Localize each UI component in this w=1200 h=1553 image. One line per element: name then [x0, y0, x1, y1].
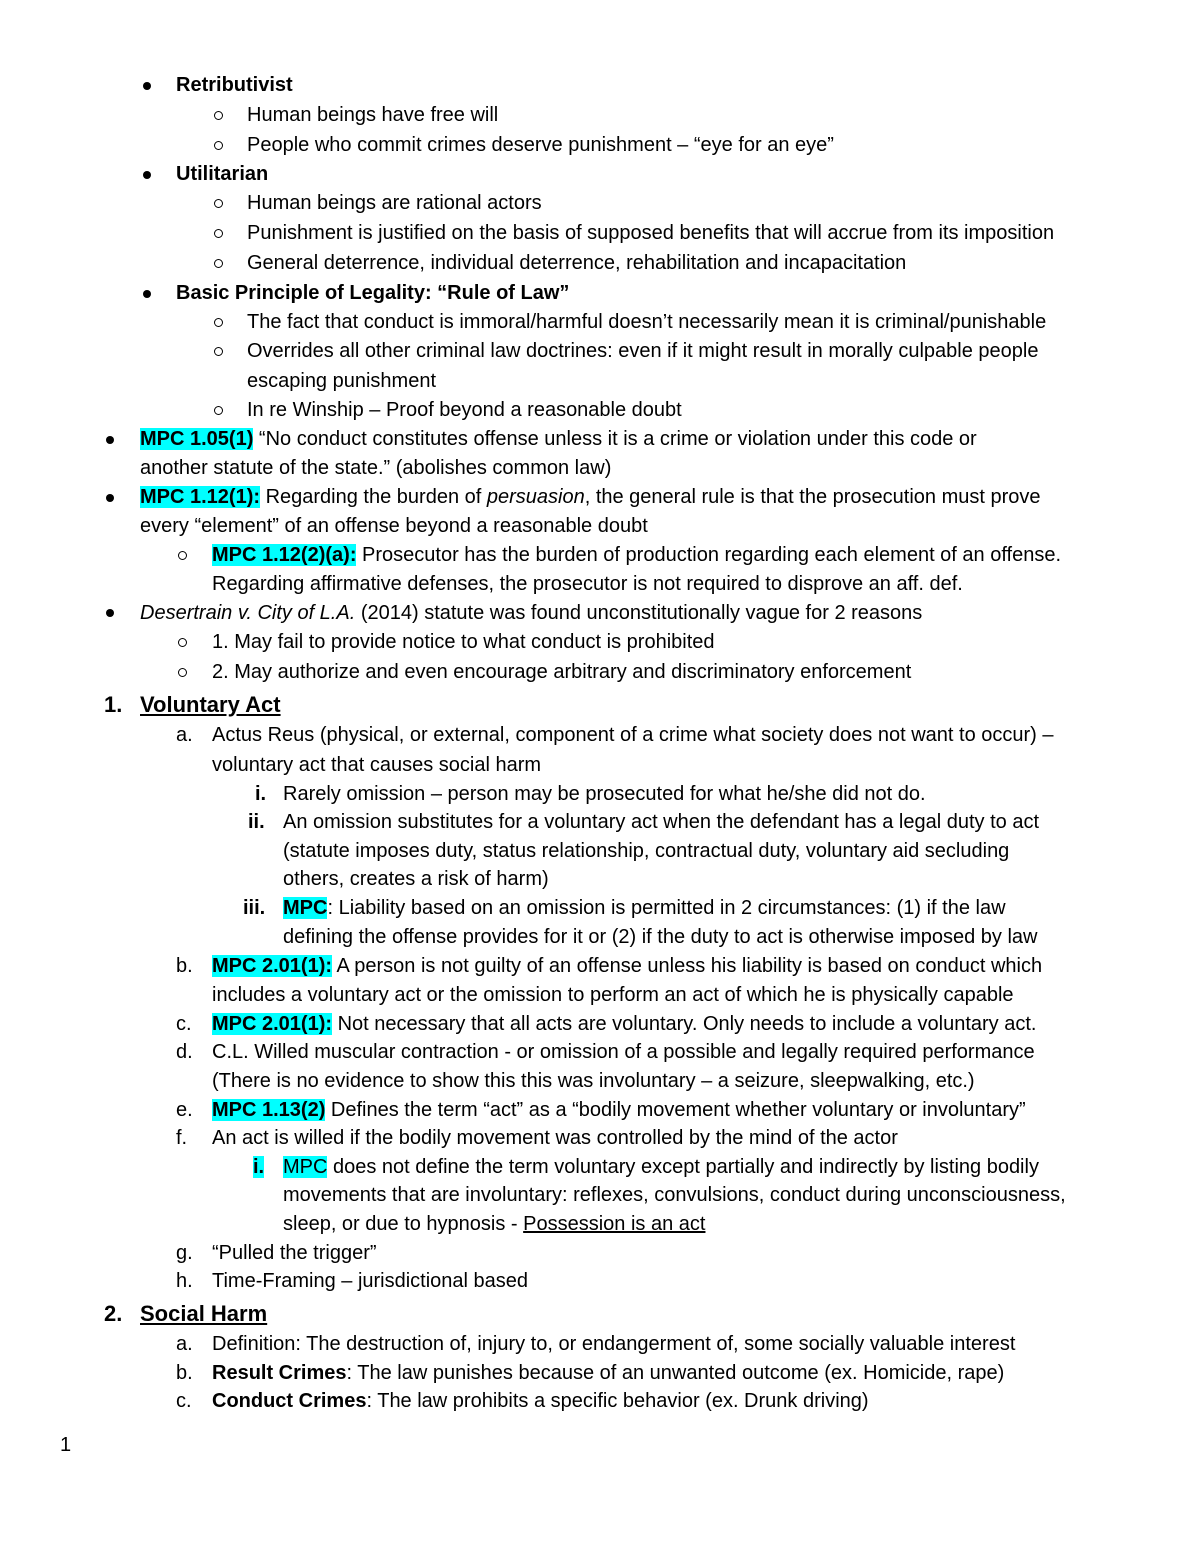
bullet — [106, 494, 114, 502]
mpc-tag: MPC 2.01(1): — [212, 955, 333, 977]
list-item: “Pulled the trigger” — [212, 1242, 377, 1264]
list-item-continued: (statute imposes duty, status relationship, contractual duty, voluntary aid secluding — [283, 840, 1010, 862]
mpc-tag: MPC — [283, 897, 328, 919]
bullet — [106, 609, 114, 617]
sub-bullet — [214, 406, 223, 415]
list-item-continued: movements that are involuntary: reflexes, convulsions, conduct during unconsciousness, — [283, 1184, 1066, 1206]
list-item: MPC 1.13(2) Defines the term “act” as a “bodily movement whether voluntary or involuntary” — [212, 1099, 1026, 1121]
list-marker: i. — [255, 783, 267, 805]
list-item: In re Winship – Proof beyond a reasonable doubt — [247, 399, 682, 421]
list-item-continued: defining the offense provides for it or (2) if the duty to act is otherwise imposed by law — [283, 926, 1038, 948]
list-item: MPC does not define the term voluntary except partially and indirectly by listing bodily — [283, 1156, 1039, 1178]
list-item: Conduct Crimes: The law prohibits a specific behavior (ex. Drunk driving) — [212, 1390, 869, 1412]
case-name: Desertrain v. City of L.A. — [140, 602, 356, 624]
list-item: Overrides all other criminal law doctrines: even if it might result in morally culpable people — [247, 340, 1039, 362]
mpc-tag: MPC 1.12(1): — [140, 486, 261, 508]
heading-retributivist: Retributivist — [176, 74, 293, 96]
list-item: Punishment is justified on the basis of supposed benefits that will accrue from its imposition — [247, 222, 1055, 244]
list-item: Rarely omission – person may be prosecuted for what he/she did not do. — [283, 783, 926, 805]
list-marker: a. — [176, 1333, 193, 1355]
sub-bullet — [214, 318, 223, 327]
list-item: 1. May fail to provide notice to what conduct is prohibited — [212, 631, 715, 653]
mpc-tag: MPC 1.05(1) — [140, 428, 254, 450]
list-item: General deterrence, individual deterrence, rehabilitation and incapacitation — [247, 252, 907, 274]
mpc-112-line: MPC 1.12(1): Regarding the burden of persuasion, the general rule is that the prosecution must prove — [140, 486, 1041, 508]
list-marker: d. — [176, 1041, 193, 1063]
mpc-tag: MPC 1.12(2)(a): — [212, 544, 357, 566]
list-item: Human beings are rational actors — [247, 192, 542, 214]
list-item: People who commit crimes deserve punishment – “eye for an eye” — [247, 134, 834, 156]
sub-bullet — [214, 111, 223, 120]
sub-bullet — [214, 347, 223, 356]
list-item: Result Crimes: The law punishes because of an unwanted outcome (ex. Homicide, rape) — [212, 1362, 1005, 1384]
list-item: Time-Framing – jurisdictional based — [212, 1270, 529, 1292]
list-marker: g. — [176, 1242, 193, 1264]
sub-bullet — [214, 141, 223, 150]
list-marker: b. — [176, 955, 193, 977]
mpc-1122a-continued: Regarding affirmative defenses, the prosecutor is not required to disprove an aff. def. — [212, 573, 963, 595]
sub-bullet — [178, 551, 187, 560]
section-number: 1. — [104, 692, 123, 717]
mpc-1122a-line: MPC 1.12(2)(a): Prosecutor has the burden of production regarding each element of an offense. — [212, 544, 1062, 566]
section-number: 2. — [104, 1301, 123, 1326]
list-marker: c. — [176, 1390, 192, 1412]
list-marker: i. — [253, 1156, 265, 1178]
list-marker: h. — [176, 1270, 193, 1292]
list-marker: a. — [176, 724, 193, 746]
sub-bullet — [214, 259, 223, 268]
list-item-continued: others, creates a risk of harm) — [283, 868, 549, 890]
list-item: An act is willed if the bodily movement was controlled by the mind of the actor — [212, 1127, 898, 1149]
sub-bullet — [214, 199, 223, 208]
list-item: Definition: The destruction of, injury to, or endangerment of, some socially valuable interest — [212, 1333, 1016, 1355]
section-heading-voluntary-act: Voluntary Act — [140, 692, 281, 717]
mpc-105-line: MPC 1.05(1) “No conduct constitutes offense unless it is a crime or violation under this code or — [140, 428, 977, 450]
list-marker: iii. — [243, 897, 266, 919]
list-item: 2. May authorize and even encourage arbitrary and discriminatory enforcement — [212, 661, 912, 683]
bullet — [106, 436, 114, 444]
mpc-tag: MPC 2.01(1): — [212, 1013, 333, 1035]
list-item-continued: voluntary act that causes social harm — [212, 754, 542, 776]
mpc-tag: MPC — [283, 1156, 328, 1178]
list-item-continued: sleep, or due to hypnosis - Possession is an act — [283, 1213, 706, 1235]
heading-utilitarian: Utilitarian — [176, 163, 269, 185]
sub-bullet — [178, 668, 187, 677]
list-item-continued: includes a voluntary act or the omission to perform an act of which he is physically capable — [212, 984, 1014, 1006]
list-item: The fact that conduct is immoral/harmful doesn’t necessarily mean it is criminal/punishable — [247, 311, 1047, 333]
list-item: Actus Reus (physical, or external, component of a crime what society does not want to occur) – — [212, 724, 1054, 746]
sub-bullet — [178, 638, 187, 647]
bullet — [143, 171, 151, 179]
mpc-tag: MPC 1.13(2) — [212, 1099, 326, 1121]
list-item: An omission substitutes for a voluntary act when the defendant has a legal duty to act — [283, 811, 1040, 833]
page-number: 1 — [60, 1434, 72, 1456]
section-heading-social-harm: Social Harm — [140, 1301, 268, 1326]
list-item: Human beings have free will — [247, 104, 499, 126]
list-marker: f. — [176, 1127, 188, 1149]
list-marker: e. — [176, 1099, 193, 1121]
sub-bullet — [214, 229, 223, 238]
list-item: MPC 2.01(1): A person is not guilty of an offense unless his liability is based on conduct which — [212, 955, 1043, 977]
list-item: C.L. Willed muscular contraction - or omission of a possible and legally required performance — [212, 1041, 1035, 1063]
bullet — [143, 290, 151, 298]
underlined-phrase: Possession is an act — [523, 1213, 706, 1235]
list-item-continued: escaping punishment — [247, 370, 437, 392]
bullet — [143, 82, 151, 90]
mpc-112-continued: every “element” of an offense beyond a reasonable doubt — [140, 515, 648, 537]
list-marker: b. — [176, 1362, 193, 1384]
list-item: MPC: Liability based on an omission is permitted in 2 circumstances: (1) if the law — [283, 897, 1006, 919]
heading-legality: Basic Principle of Legality: “Rule of Law” — [176, 282, 570, 304]
list-marker: ii. — [248, 811, 265, 833]
list-item: MPC 2.01(1): Not necessary that all acts are voluntary. Only needs to include a voluntary act. — [212, 1013, 1037, 1035]
mpc-105-continued: another statute of the state.” (abolishes common law) — [140, 457, 612, 479]
desertrain-line: Desertrain v. City of L.A. (2014) statute was found unconstitutionally vague for 2 reasons — [140, 602, 923, 624]
list-marker: c. — [176, 1013, 192, 1035]
list-item-continued: (There is no evidence to show this this was involuntary – a seizure, sleepwalking, etc.) — [212, 1070, 975, 1092]
